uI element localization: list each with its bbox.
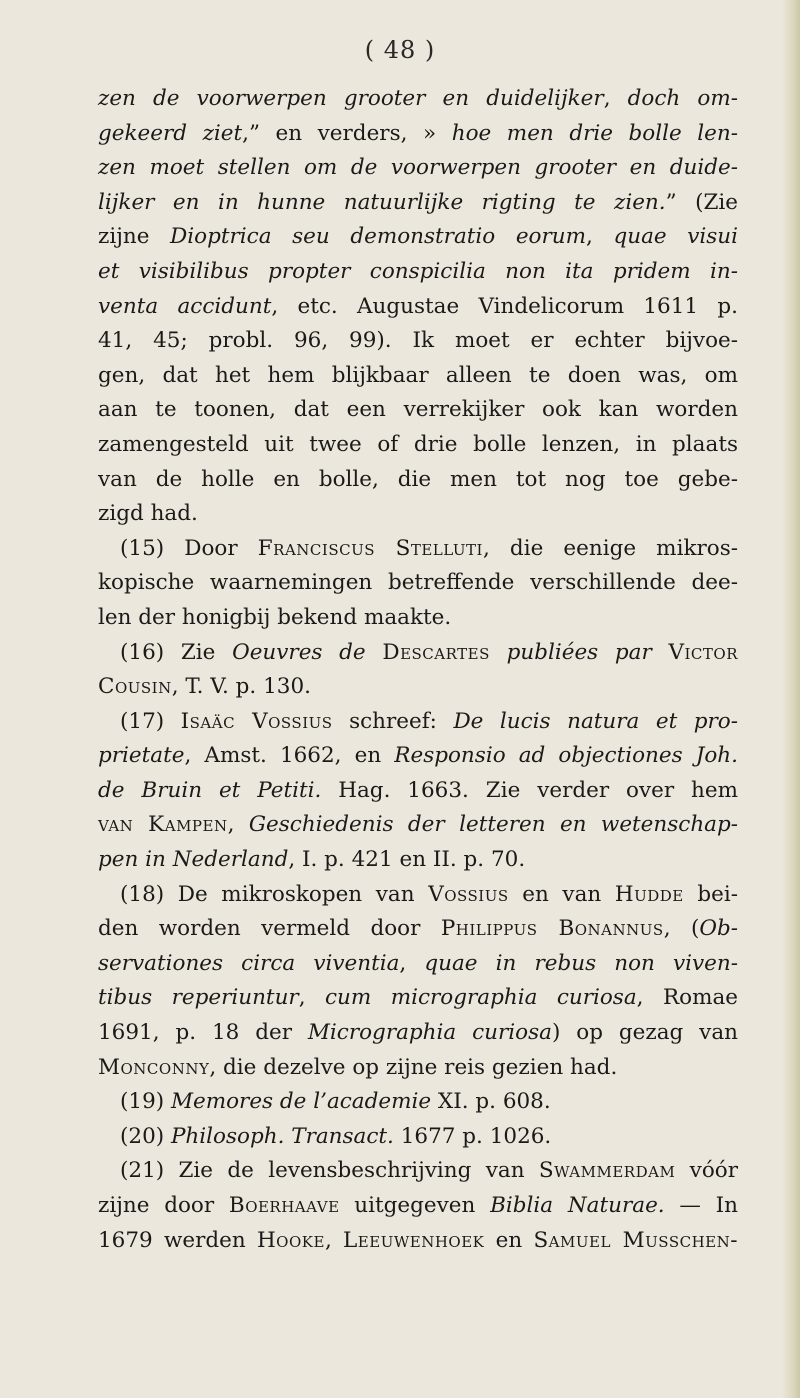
text-line — [98, 1224, 738, 1259]
text-run: 41, 45; probl. 96, 99). Ik moet er echter bijvoe- — [98, 328, 738, 354]
text-run: ) op gezag van — [551, 1020, 738, 1046]
text-run: (15) Door — [120, 535, 258, 561]
text-run: , — [227, 812, 249, 838]
text-run: (19) — [120, 1089, 171, 1115]
italic-text: venta accidunt — [98, 293, 272, 319]
text-run: zijne door — [98, 1193, 229, 1218]
text-run: , die eenige mikros- — [482, 535, 738, 561]
text-run: , — [324, 1227, 344, 1253]
small-caps-name: Swammerdam — [538, 1158, 676, 1184]
text-run: (17) — [120, 708, 181, 734]
text-line — [98, 428, 738, 463]
italic-text: pen in Nederland — [98, 847, 289, 873]
small-caps-name: Vossius — [428, 881, 509, 907]
text-run: — In — [664, 1193, 738, 1218]
text-run: ,” en verders, » — [242, 120, 452, 146]
italic-text: zen de voorwerpen grooter en duidelijker — [98, 86, 604, 111]
text-line — [98, 981, 738, 1016]
small-caps-name: Philippus Bonannus — [440, 916, 664, 942]
italic-text: de Bruin et Petiti. — [98, 777, 322, 803]
text-line — [98, 636, 738, 671]
small-caps-name: van Kampen — [98, 812, 228, 838]
text-run: (18) De mikroskopen van — [120, 881, 429, 907]
text-run — [490, 640, 507, 665]
text-run: , die dezelve op zijne reis gezien had. — [209, 1054, 618, 1080]
text-line — [98, 1154, 738, 1189]
italic-text: Geschiedenis der letteren en wetenschap- — [248, 812, 739, 838]
text-line — [98, 359, 738, 394]
italic-text: hoe men drie bolle len- — [451, 120, 738, 146]
text-line — [98, 497, 738, 532]
text-run: , I. p. 421 en II. p. 70. — [288, 847, 526, 873]
text-run: , — [603, 86, 628, 111]
small-caps-name: Cousin — [98, 674, 172, 700]
text-line — [98, 1016, 738, 1051]
text-run — [366, 640, 383, 665]
text-line — [98, 1189, 738, 1224]
italic-text: publiées par — [506, 639, 652, 665]
italic-text: tibus reperiuntur — [98, 985, 299, 1011]
small-caps-name: Hudde — [614, 881, 684, 907]
text-run: , — [399, 950, 425, 976]
text-run: XI. p. 608. — [431, 1089, 551, 1115]
text-run: vóór — [675, 1158, 738, 1184]
small-caps-name: Leeuwenhoek — [343, 1227, 485, 1253]
italic-text: De lucis natura et pro- — [453, 708, 738, 734]
page-number: ( 48 ) — [364, 36, 436, 64]
small-caps-name: Isaäc Vossius — [180, 708, 333, 734]
small-caps-name: Victor — [668, 639, 738, 665]
italic-text: quae visui — [613, 224, 739, 250]
text-run: schreef: — [332, 708, 454, 734]
text-run: en van — [508, 881, 615, 907]
italic-text: prietate — [98, 743, 185, 769]
text-line — [98, 705, 738, 740]
text-line — [98, 324, 738, 359]
text-line — [98, 670, 738, 705]
text-line — [98, 843, 738, 878]
italic-text: Micrographia curiosa — [307, 1020, 552, 1046]
text-run: bei- — [683, 881, 738, 907]
italic-text: doch om- — [627, 86, 739, 111]
text-line — [98, 739, 738, 774]
text-line — [98, 601, 738, 636]
text-run: ” (Zie — [665, 189, 738, 215]
text-line — [98, 947, 738, 982]
text-line — [98, 808, 738, 843]
italic-text: cum micrographia curiosa — [324, 985, 637, 1011]
text-run: Hag. 1663. Zie verder over hem — [321, 777, 738, 803]
text-run: , Romae — [636, 985, 739, 1011]
italic-text: Memores de l’academie — [170, 1089, 432, 1115]
text-run: 1677 p. 1026. — [393, 1123, 552, 1149]
text-run: , — [298, 985, 325, 1011]
text-line — [98, 117, 738, 152]
text-run: (21) Zie de levensbeschrijving van — [120, 1158, 539, 1184]
italic-text: Dioptrica seu demonstratio eorum — [170, 224, 587, 250]
text-line — [98, 774, 738, 809]
text-line — [98, 186, 738, 221]
text-run: van de holle en bolle, die men tot nog toe gebe- — [98, 466, 738, 492]
italic-text: gekeerd ziet — [98, 120, 243, 146]
body-text — [98, 82, 738, 1258]
text-run: aan te toonen, dat een verrekijker ook kan worden — [98, 397, 738, 423]
text-line — [98, 151, 738, 186]
italic-text: servationes circa viventia — [98, 950, 400, 976]
small-caps-name: Boerhaave — [228, 1193, 340, 1218]
text-line — [98, 290, 738, 325]
text-run: en — [484, 1227, 534, 1253]
text-line — [98, 1051, 738, 1086]
text-run: (20) — [120, 1123, 171, 1149]
text-run: zigd had. — [98, 501, 198, 527]
small-caps-name: Hooke — [256, 1227, 325, 1253]
text-run: 1691, p. 18 der — [98, 1020, 308, 1046]
text-run: , ( — [663, 916, 700, 942]
text-line — [98, 255, 738, 290]
italic-text: Philosoph. Transact. — [170, 1123, 394, 1149]
text-run: zamengesteld uit twee of drie bolle lenzen, in plaats — [98, 431, 738, 457]
text-run: zijne — [98, 224, 171, 250]
small-caps-name: Franciscus Stelluti — [257, 535, 483, 561]
italic-text: quae in rebus non viven- — [424, 950, 738, 976]
text-run: uitgegeven — [339, 1193, 491, 1218]
small-caps-name: Descartes — [382, 639, 490, 665]
text-run — [652, 640, 669, 665]
text-line — [98, 82, 738, 117]
text-run: kopische waarnemingen betreffende verschillende dee- — [98, 570, 738, 596]
text-run: den worden vermeld door — [98, 916, 441, 942]
italic-text: et visibilibus propter conspicilia non ita pridem in- — [98, 258, 738, 284]
text-run: , Amst. 1662, en — [184, 743, 395, 769]
text-line — [98, 1120, 738, 1155]
text-line — [98, 220, 738, 255]
italic-text: Oeuvres de — [232, 639, 366, 665]
text-line — [98, 566, 738, 601]
text-line — [98, 532, 738, 567]
text-run: , T. V. p. 130. — [171, 674, 311, 700]
text-run: 1679 werden — [98, 1227, 257, 1253]
italic-text: zen moet stellen om de voorwerpen grooter en duide- — [98, 155, 738, 181]
text-run: , — [586, 224, 614, 250]
text-line — [98, 878, 738, 913]
text-line — [98, 1085, 738, 1120]
italic-text: Ob- — [699, 916, 738, 942]
small-caps-name: Samuel Musschen- — [533, 1227, 738, 1253]
text-line — [98, 463, 738, 498]
text-run: gen, dat het hem blijkbaar alleen te doen was, om — [98, 362, 738, 388]
text-line — [98, 912, 738, 947]
text-run: , etc. Augustae Vindelicorum 1611 p. — [271, 293, 738, 319]
italic-text: Biblia Naturae. — [490, 1193, 665, 1218]
italic-text: Responsio ad objectiones Joh. — [394, 743, 738, 769]
small-caps-name: Monconny — [98, 1054, 210, 1080]
text-run: len der honigbij bekend maakte. — [98, 604, 452, 630]
text-run: (16) Zie — [120, 639, 233, 665]
text-line — [98, 393, 738, 428]
italic-text: lijker en in hunne natuurlijke rigting te zien. — [98, 189, 666, 215]
page-edge-shadow — [782, 0, 800, 1398]
